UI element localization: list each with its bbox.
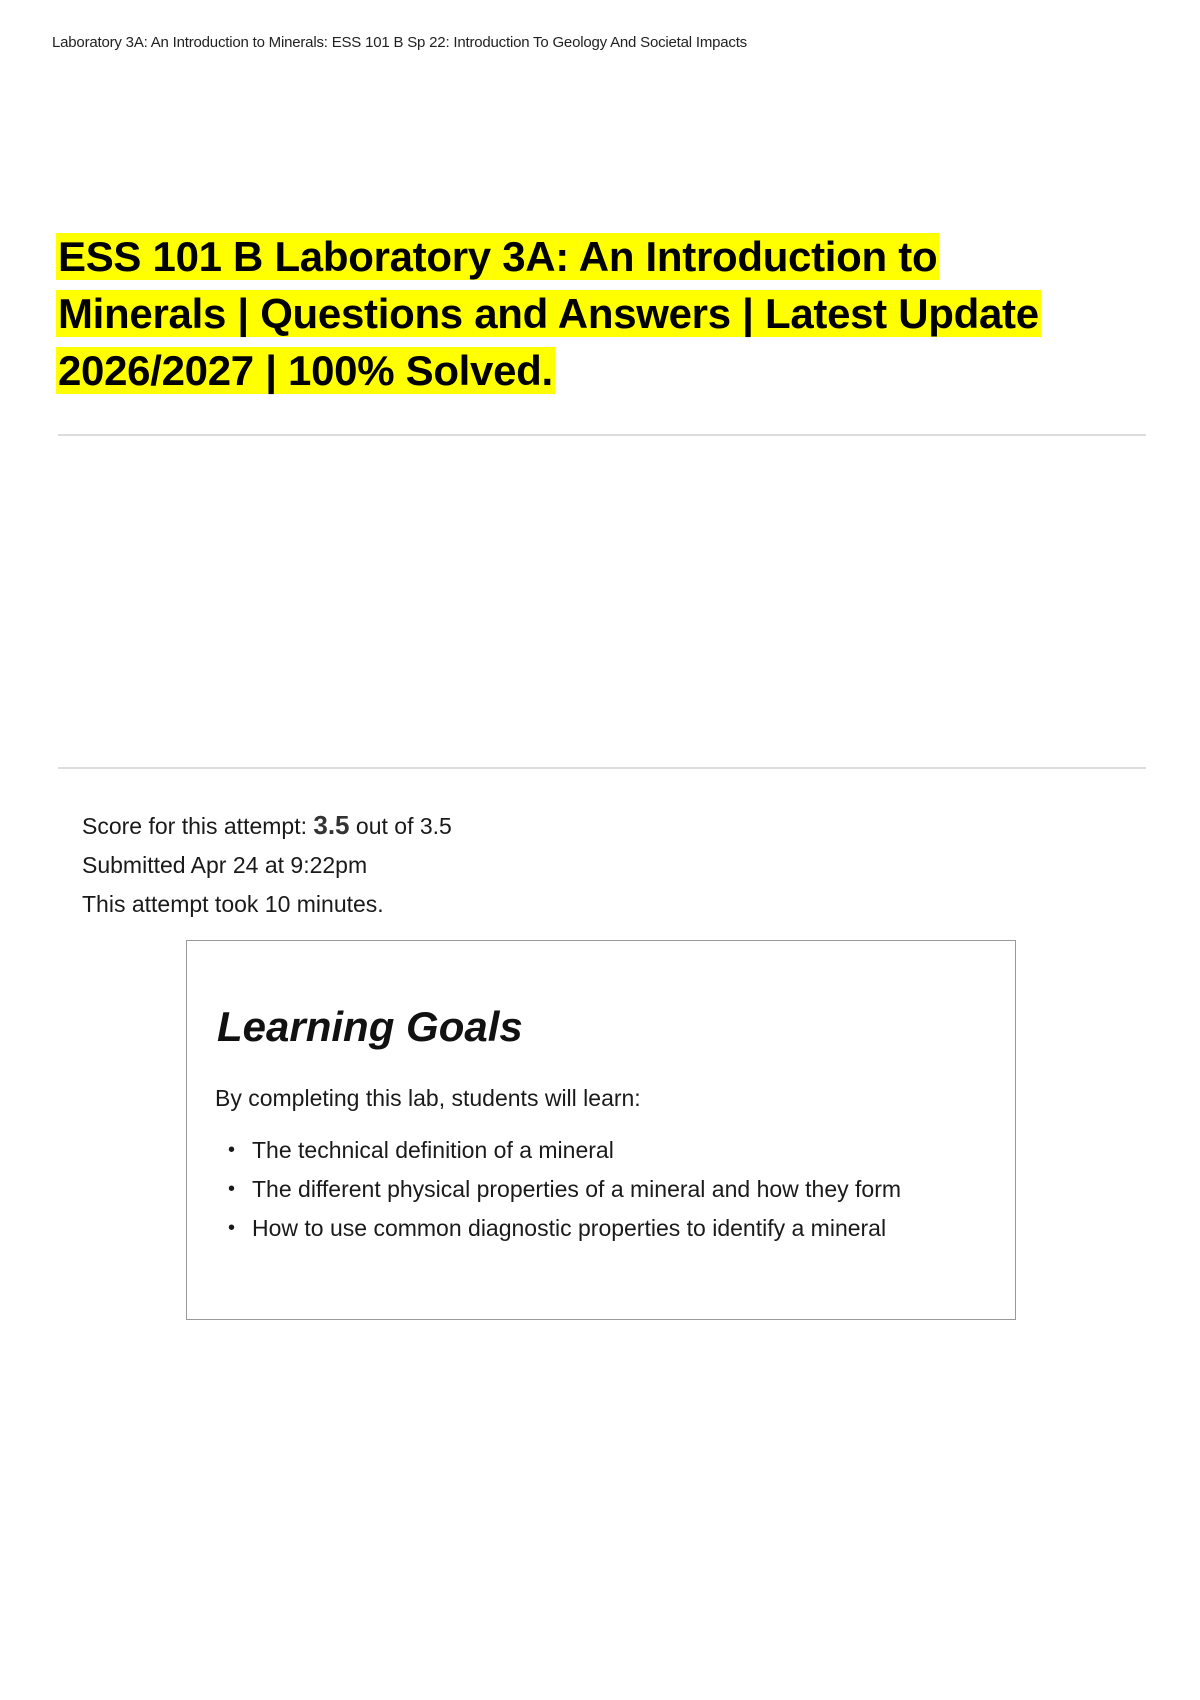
divider-top — [58, 434, 1146, 436]
document-title — [56, 228, 1096, 399]
list-item — [215, 1131, 901, 1170]
bullet-icon: • — [228, 1178, 236, 1200]
list-item-text: The different physical properties of a mineral and how they form — [252, 1176, 902, 1202]
learning-goals-heading: Learning Goals — [217, 1003, 523, 1050]
submitted-time: Submitted Apr 24 at 9:22pm — [82, 852, 368, 878]
attempt-duration: This attempt took 10 minutes. — [82, 891, 384, 917]
running-header: Laboratory 3A: An Introduction to Minerals: ESS 101 B Sp 22: Introduction To Geology And Societal Impacts — [52, 34, 747, 51]
learning-goals-list — [215, 1131, 901, 1248]
score-label: Score for this attempt: — [82, 813, 307, 839]
list-item-text: How to use common diagnostic properties to identify a mineral — [252, 1215, 887, 1241]
learning-goals-intro: By completing this lab, students will learn: — [215, 1085, 641, 1111]
list-item — [215, 1170, 901, 1209]
bullet-icon: • — [228, 1217, 236, 1239]
list-item — [215, 1209, 901, 1248]
score-value: 3.5 — [313, 810, 350, 840]
attempt-summary — [82, 806, 452, 924]
score-suffix: out of 3.5 — [355, 813, 452, 839]
title-highlight: ESS 101 B Laboratory 3A: An Introduction to Minerals | Questions and Answers | Latest Update 2026/2027 | 100% Solved. — [58, 233, 1039, 394]
score-line — [82, 806, 452, 846]
list-item-text: The technical definition of a mineral — [252, 1137, 614, 1163]
divider-bottom — [58, 767, 1146, 769]
learning-goals-box — [186, 940, 1016, 1320]
bullet-icon: • — [228, 1139, 236, 1161]
